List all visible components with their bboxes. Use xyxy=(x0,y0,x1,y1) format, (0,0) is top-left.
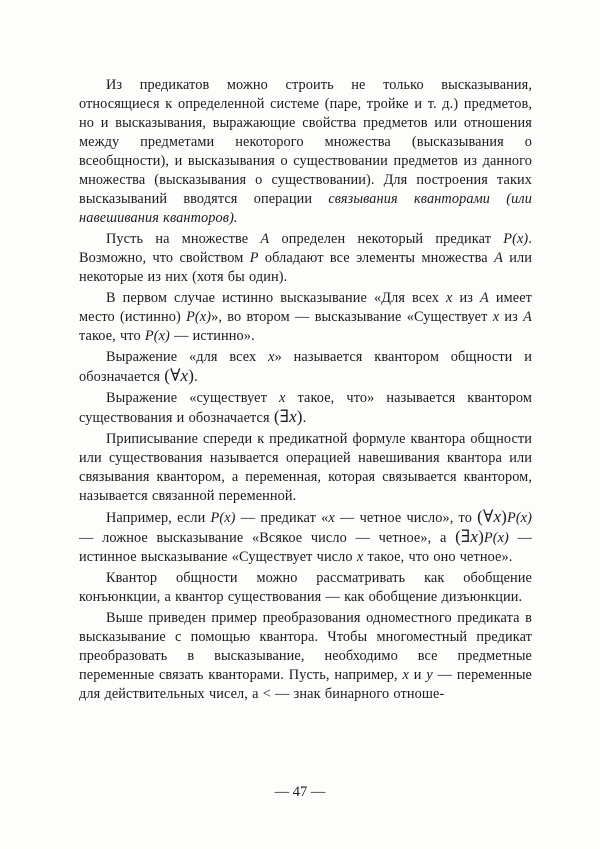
text-run: Выражение «существует xyxy=(106,390,280,406)
text-run: » называется квантором общности и обозначается xyxy=(79,349,532,385)
text-run: Пусть на множестве xyxy=(106,231,261,247)
text-run-i: x xyxy=(356,549,364,565)
paragraph xyxy=(79,389,532,428)
text-run-i: y xyxy=(426,667,433,683)
text-run: », во втором — высказывание «Существует xyxy=(211,309,493,325)
text-run-i: P(x) xyxy=(503,231,529,247)
text-run: . xyxy=(194,369,198,385)
paragraph xyxy=(79,609,532,704)
text-run-q: (∃ xyxy=(273,407,290,426)
text-run: — ложное высказывание «Всякое число — четное», а xyxy=(79,530,456,546)
paragraph xyxy=(79,230,532,287)
text-run: Приписывание спереди к предикатной формуле квантора общности или существования называется операцией навешивания квантора или связывания квантором, а переменная, которая связывается квантором, называется связанной переменной. xyxy=(79,431,532,504)
text-run-q: ) xyxy=(188,366,195,385)
text-run: . Возможно, что свойством xyxy=(79,231,532,266)
text-run-q: (∀ xyxy=(164,366,181,385)
text-run-i: x xyxy=(268,349,275,365)
text-block xyxy=(79,76,532,706)
text-run: такое, что» называется квантором существования и обозначается xyxy=(79,390,532,426)
text-run: Из предикатов можно строить не только высказывания, относящиеся к определенной системе (паре, тройке и т. д.) предметов, но и высказывания, выражающие свойства предметов или отношения между предметами некоторого множества (высказывания о всеобщности), и высказывания о существовании предметов из данного множества (высказывания о существовании). Для построения таких высказываний вводятся операции xyxy=(79,77,532,207)
text-run: Выражение «для всех xyxy=(106,349,269,365)
text-run-i: x xyxy=(279,390,286,406)
text-run: из xyxy=(499,309,524,325)
text-run-i: P(x) xyxy=(186,309,212,325)
text-run-qi: x xyxy=(493,507,502,526)
text-run-i: связывания кванторами (или навешивания кванторов). xyxy=(79,191,532,226)
text-run: имеет место (истинно) xyxy=(79,290,533,325)
text-run: — истинное высказывание «Существует число xyxy=(79,530,532,565)
text-run: такое, что оно четное». xyxy=(363,549,513,565)
text-run: Например, если xyxy=(106,510,211,526)
text-run: Квантор общности можно рассматривать как обобщение конъюнкции, а квантор существования — как обобщение дизъюнкции. xyxy=(79,570,532,605)
text-run-i: x xyxy=(328,510,335,526)
text-run-q: ) xyxy=(478,527,484,546)
paragraph xyxy=(79,76,532,228)
text-run: или некоторые из них (хотя бы один). xyxy=(79,250,532,285)
text-run: Выше приведен пример преобразования одноместного предиката в высказывание с помощью квантора. Чтобы многоместный предикат преобразовать в высказывание, необходимо все предметные переменные связать кванторами. Пусть, например, xyxy=(79,610,532,683)
text-run: такое, что xyxy=(79,328,145,344)
text-run: и xyxy=(408,667,427,683)
text-run: определен некоторый предикат xyxy=(269,231,504,247)
text-run: — переменные для действительных чисел, а < — знак бинарного отноше- xyxy=(79,667,533,702)
paragraph xyxy=(79,430,532,506)
text-run-q: (∃ xyxy=(455,527,471,546)
text-run-i: P(x) xyxy=(144,328,170,344)
text-run-q: (∀ xyxy=(477,507,494,526)
text-run-i: x xyxy=(402,667,409,683)
text-run: — предикат « xyxy=(235,510,329,526)
text-run-i: x xyxy=(445,290,453,306)
text-run-qi: x xyxy=(289,407,297,426)
text-run-i: P(x) xyxy=(506,510,532,526)
text-run: из xyxy=(452,290,480,306)
text-run-i: A xyxy=(260,231,270,247)
paragraph xyxy=(79,508,532,567)
text-run-q: ) xyxy=(296,407,303,426)
paragraph xyxy=(79,569,532,607)
text-run-i: A xyxy=(480,290,489,306)
text-run-i: A xyxy=(494,250,503,266)
paragraph xyxy=(79,348,532,387)
footer xyxy=(0,784,600,801)
paragraph xyxy=(79,289,532,346)
text-run-i: P(x) xyxy=(483,530,509,546)
text-run: . xyxy=(302,410,307,426)
text-run: — истинно». xyxy=(169,328,255,344)
page-number: — 47 — xyxy=(274,784,326,800)
text-run: В первом случае истинно высказывание «Для всех xyxy=(106,290,446,306)
text-run: — четное число», то xyxy=(334,510,478,526)
text-run-q: ) xyxy=(501,507,507,526)
text-run-qi: x xyxy=(180,366,189,385)
text-run-i: P(x) xyxy=(210,510,236,526)
text-run-i: x xyxy=(492,309,500,325)
text-run-i: A xyxy=(523,309,532,325)
text-run-i: P xyxy=(249,250,259,266)
text-run: обладают все элементы множества xyxy=(258,250,495,266)
text-run-qi: x xyxy=(470,527,479,546)
